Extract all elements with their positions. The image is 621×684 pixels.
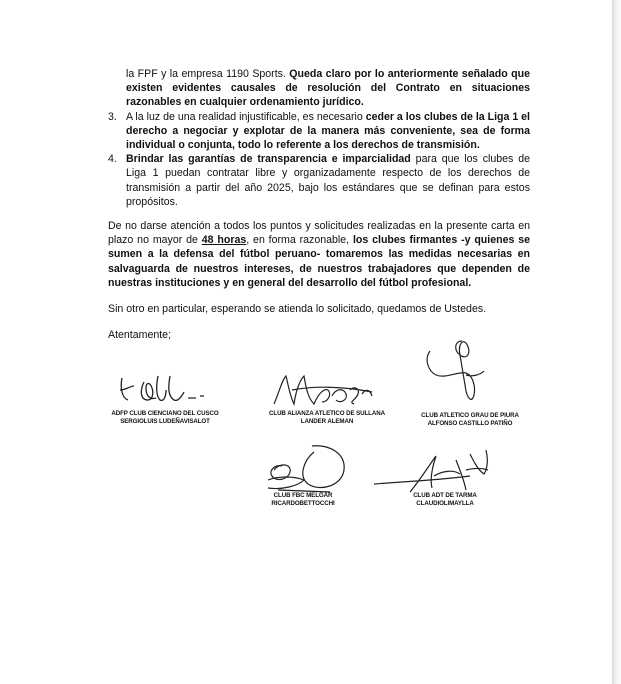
- signatory-name: RICARDOBETTOCCHI: [271, 500, 335, 507]
- signatory-club: CLUB ADT DE TARMA: [413, 492, 477, 499]
- signatory-club: ADFP CLUB CIENCIANO DEL CUSCO: [111, 410, 219, 417]
- paragraph-closing: Sin otro en particular, esperando se atienda lo solicitado, quedamos de Ustedes.: [108, 303, 487, 316]
- page-edge-shadow: [612, 0, 621, 684]
- bold-text: los clubes firmantes -y quienes se sumen a la defensa del fútbol peruano- tomaremos las medidas necesarias en salvaguarda de nuestros intereses, de nuestros trabajadores que dependen de nuestras instituciones y en general del desarrollo del fútbol profesional.: [108, 234, 531, 289]
- text: A la luz de una realidad injustificable, es necesario: [126, 110, 366, 123]
- signature-block-melgar: [238, 440, 368, 512]
- text: para que los clubes de Liga 1 puedan contratar libre y organizadamente respecto de los derechos de transmisión a partir del año 2025, bajo los estándares que se definan para estos propósitos.: [126, 153, 530, 208]
- list-item-3: [108, 110, 530, 153]
- list-item-cont: [108, 67, 530, 110]
- signatory-name: SERGIOLUIS LUDEÑAVISALOT: [120, 418, 210, 425]
- text: De no darse atención a todos los puntos y solicitudes realizadas en la presente carta en plazo no mayor de: [108, 220, 530, 247]
- list-number: 4.: [108, 153, 117, 166]
- paragraph-deadline: [108, 219, 530, 290]
- text: , en forma razonable,: [246, 234, 353, 247]
- signature-block-tarma: [370, 440, 520, 512]
- signatory-club: CLUB ATLETICO GRAU DE PIURA: [421, 412, 519, 419]
- letter-body: [108, 67, 530, 342]
- bold-text: Queda claro por lo anteriormente señalado que existen evidentes causales de resolución del Contrato en situaciones razonables en cualquier ordenamiento jurídico.: [126, 68, 530, 109]
- handwritten-signature: [100, 360, 230, 410]
- signatory-club: CLUB FBC MELGAR: [273, 492, 333, 499]
- handwritten-signature: [262, 360, 392, 410]
- handwritten-signature: [400, 335, 540, 410]
- signatory-name: ALFONSO CASTILLO PATIÑO: [427, 420, 513, 427]
- handwritten-signature: [370, 440, 520, 496]
- list-item-4: [108, 152, 530, 209]
- signature-block-grau: [400, 335, 540, 430]
- signatory-club: CLUB ALIANZA ATLETICO DE SULLANA: [269, 410, 385, 417]
- bold-text: ceder a los clubes de la Liga 1 el derecho a negociar y explotar de la manera más conveniente, sea de forma individual o conjunta, todo lo referente a los derechos de transmisión.: [126, 110, 530, 152]
- signature-block-sullana: [262, 360, 392, 430]
- handwritten-signature: [238, 440, 368, 496]
- text: la FPF y la empresa 1190 Sports.: [126, 68, 290, 80]
- signature-block-cienciano: [100, 360, 230, 430]
- signatory-name: LANDER ALEMAN: [300, 418, 354, 425]
- bold-text: Brindar las garantías de transparencia e imparcialidad: [126, 153, 411, 166]
- signatory-name: CLAUDIOLIMAYLLA: [416, 500, 474, 507]
- deadline-text: 48 horas: [201, 234, 247, 247]
- closing-salutation: Atentamente;: [108, 329, 172, 342]
- list-number: 3.: [108, 110, 117, 123]
